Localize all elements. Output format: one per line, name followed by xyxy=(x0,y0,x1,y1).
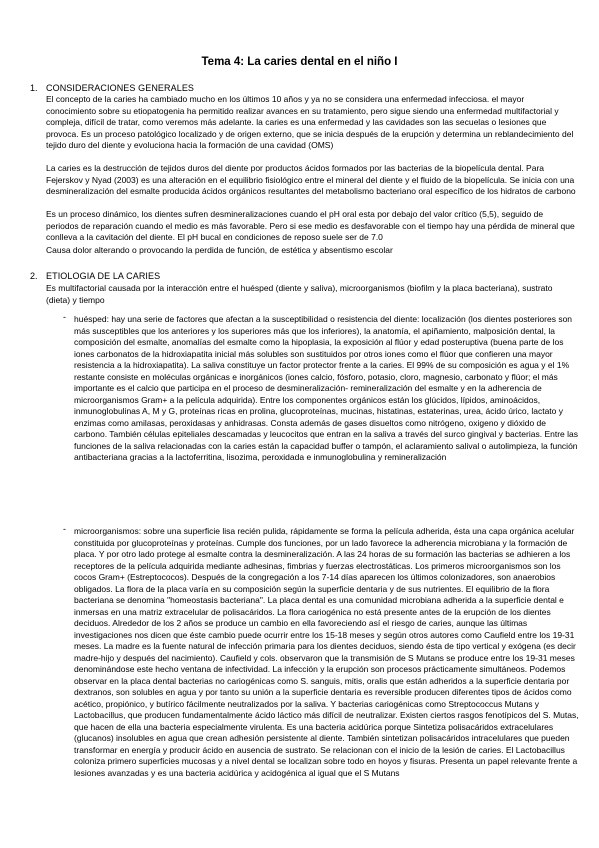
bullet-dash-huesped: - xyxy=(63,312,66,322)
section-1-paragraph-1: El concepto de la caries ha cambiado mucho en los últimos 10 años y ya no se considera una enfermedad infecciosa. el mayor conocimiento sobre su etiopatogenia ha permitido realizar avances en su tratamiento, pero sigue siendo una enfermedad multifactorial y compleja, difícil de tratar, como veremos más adelante. la caries es una enfermedad y las cavidades son las secuelas o lesiones que provoca. Es un proceso patológico localizado y de origen externo, que se inicia después de la erupción y determina un reblandecimiento del tejido duro del diente y evoluciona hacia la formación de una cavidad (OMS) xyxy=(46,94,574,150)
section-1-number: 1. xyxy=(30,83,38,93)
bullet-microorganismos: microorganismos: sobre una superficie lisa recién pulida, rápidamente se forma la película adherida, ésta una capa orgánica acelular constituida por glucoproteínas y proteínas. Cumple dos funciones, por un lado favorece la adherencia microbiana y la formación de placa. Y por otro lado protege al esmalte contra la desmineralización. A las 24 horas de su formación las bacterias se adhieren a los receptores de la película adquirida mediante adhesinas, fimbrias y fuerzas electrostáticas. Los primeros microorganismos son los cocos Gram+ (Estreptococos). Después de la congregación a los 7-14 días aparecen los últimos colonizadores, son anaerobios obligados. La flora de la placa varía en su composición según la superficie dentaria y de sus nutrientes. El equilibrio de la flora bacteriana se denomina "homeostasis bacteriana". La placa dental es una comunidad microbiana adherida a la superficie dental e inmersas en una matriz extracelular de polisacáridos. La flora cariogénica no está presente antes de la erupción de los dientes deciduos. Alrededor de los 2 años se produce un cambio en ella favoreciendo así el riesgo de caries, aunque las últimas investigaciones nos dicen que éste cambio puede ocurrir entre los 15-18 meses y según otros autores como Caufield entre los 19-31 meses. La madre es la fuente natural de infección primaria para los dientes deciduos, siendo ésta de tipo vertical y exógena (es decir madre-hijo y después del nacimiento). Caufield y cols. observaron que la transmisión de S Mutans se produce entre los 19-31 meses denominándose este hecho ventana de infectividad. La infección y la erupción son procesos prácticamente simultáneos. Podemos observar en la placa dental bacterias no cariogénicas como S. sanguis, mitis, oralis que están adheridos a la superficie dentaria por dextranos, son solubles en agua y por tanto su unión a la superficie dentaria es reversible producen diferentes tipos de ácidos como acético, propiónico, y butírico fácilmente neutralizados por la saliva. Y bacterias cariogénicas como Streptococcus Mutans y Lactobacillus, que producen fundamentalmente ácido láctico más difícil de neutralizar. Existen ciertos rasgos fenotípicos del S. Mutas, que hacen de ella una bacteria especialmente virulenta. Es una bacteria acidúrica porque Sintetiza polisacáridos extracelulares (glucanos) insolubles en agua que crean adhesión persistente al diente. También sintetizan polisacáridos intracelulares que pueden transformar en energía y producir ácido en ausencia de sustrato. Se relacionan con el inicio de la lesión de caries. El Lactobacillus coloniza primero superficies mucosas y a nivel dental se localizan sobre todo en hoyos y fisuras. Presenta un papel relevante frente a lesiones avanzadas y es una bacteria acidúrica y acidogénica al igual que el S Mutans xyxy=(74,526,579,778)
section-1-paragraph-2: La caries es la destrucción de tejidos duros del diente por productos ácidos formados por las bacterias de la biopelícula dental. Para Fejerskov y Nyad (2003) es una alteración en el equilibrio fisiológico entre el mineral del diente y el fluido de la biopelícula. Se inicia con una desmineralización del esmalte producida ácidos orgánicos resultantes del metabolismo bacteriano oral específico de los hidratos de carbono xyxy=(46,163,576,196)
section-1-paragraph-3: Es un proceso dinámico, los dientes sufren desmineralizaciones cuando el pH oral esta por debajo del valor crítico (5,5), seguido de periodos de reparación cuando el medio es más favorable. Pero si ese medio es desfavorable con el tiempo hay una pérdida de mineral que conlleva a la cavitación del diente. El pH bucal en condiciones de reposo suele ser de 7.0 xyxy=(46,209,575,242)
bullet-huesped: huésped: hay una serie de factores que afectan a la susceptibilidad o resistencia del diente: localización (los dientes posteriores son más susceptibles que los anteriores y los superiores más que los inferiores), la anatomía, el apiñamiento, malposición dental, la composición del esmalte, anomalías del esmalte como la hipoplasia, la exposición al flúor y edad posteruptiva (buena parte de los iones carbonatos de la hidroxiapatita inicial más solubles son sustituidos por otros iones como el flúor que confieren una mayor resistencia a la hidroxiapatita). La saliva constituye un factor protector frente a la caries. El 99% de su composición es agua y el 1% restante consiste en moléculas orgánicas e inorgánicos (iones calcio, fósforo, potasio, cloro, magnesio, carbonato y flúor; el más importante es el calcio que participa en el proceso de desmineralización- remineralización del esmalte y en la adherencia de microorganismos Gram+ a la película adquirida). Entre los componentes orgánicos están los glúcidos, lípidos, aminoácidos, inmunoglobulinas A, M y G, proteínas ricas en prolina, glucoproteínas, mucinas, histatinas, estaterinas, urea, ácido úrico, lactato y enzimas como amilasas, peroxidasas y anhidrasas. Consta además de gases disueltos como nitrógeno, oxigeno y dióxido de carbono. También células epiteliales descamadas y leucocitos que entran en la saliva a través del surco gingival y bacterias. Entre las funciones de la saliva relacionadas con la caries están la capacidad buffer o tampón, el aclaramiento salival o autolimpieza, la función antibacteriana gracias a la lactoferritina, lisozima, peroxidada e inmunoglobulina y remineralización xyxy=(74,314,578,462)
section-2-intro: Es multifactorial causada por la interacción entre el huésped (diente y saliva), microorganismos (biofilm y la placa bacteriana), sustrato (dieta) y tiempo xyxy=(46,283,553,305)
page-title: Tema 4: La caries dental en el niño I xyxy=(201,56,398,68)
section-2-title: ETIOLOGIA DE LA CARIES xyxy=(46,271,161,281)
section-2-number: 2. xyxy=(30,271,38,281)
section-1-paragraph-4: Causa dolor alterando o provocando la perdida de función, de estética y absentismo escolar xyxy=(46,245,393,255)
bullet-dash-microorganismos: - xyxy=(63,524,66,534)
section-1-title: CONSIDERACIONES GENERALES xyxy=(46,83,195,93)
